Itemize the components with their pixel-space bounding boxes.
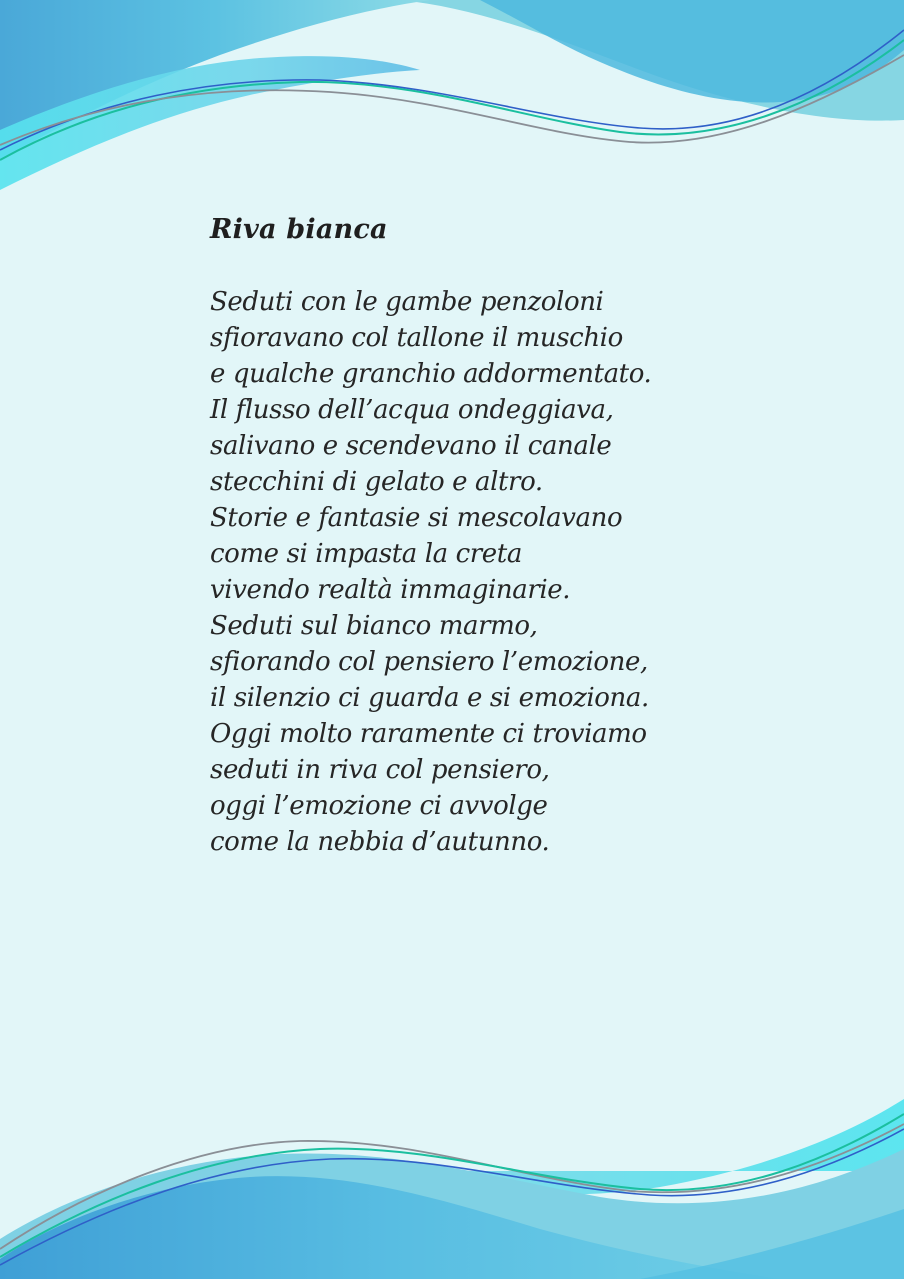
poem-line: Il flusso dell’acqua ondeggiava, [210,395,614,425]
poem-line: come la nebbia d’autunno. [210,827,550,857]
poem-line: salivano e scendevano il canale [210,431,612,461]
poem-line: Oggi molto raramente ci troviamo [210,719,647,749]
top-wave-decoration [0,0,904,200]
poem-line: sfiorando col pensiero l’emozione, [210,647,648,677]
poem-line: sfioravano col tallone il muschio [210,323,623,353]
poem-line: Storie e fantasie si mescolavano [210,503,623,533]
poem-line: Seduti con le gambe penzoloni [210,287,604,317]
poem-line: vivendo realtà immaginarie. [210,575,571,605]
bottom-wave-decoration [0,1079,904,1279]
poem-line: Seduti sul bianco marmo, [210,611,538,641]
poem-line: oggi l’emozione ci avvolge [210,791,548,821]
poem-title: Riva bianca [210,214,388,245]
poem-lines [210,284,850,860]
poem-content [210,212,850,876]
poem-line: come si impasta la creta [210,539,522,569]
poem-line: seduti in riva col pensiero, [210,755,550,785]
poem-line: il silenzio ci guarda e si emoziona. [210,683,649,713]
poem-line: e qualche granchio addormentato. [210,359,652,389]
poem-line: stecchini di gelato e altro. [210,467,543,497]
